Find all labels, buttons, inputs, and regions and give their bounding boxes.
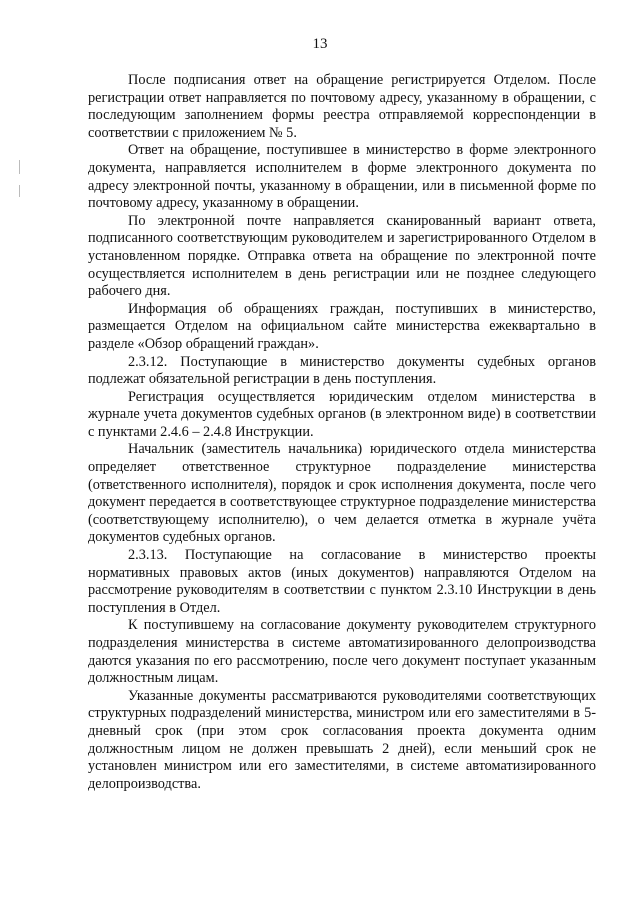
document-body	[88, 72, 596, 793]
page-number: 13	[312, 36, 328, 52]
paragraph: К поступившему на согласование документу руководителем структурного подразделения министерства в системе автоматизированного делопроизводства даются указания по его рассмотрению, после чего документ поступает указанным должностным лицам.	[88, 617, 596, 687]
scan-margin-mark	[19, 160, 20, 174]
paragraph: 2.3.13. Поступающие на согласование в министерство проекты нормативных правовых актов (иных документов) направляются Отделом на рассмотрение руководителям в соответствии с пунктом 2.3.10 Инструкции в день поступления в Отдел.	[88, 547, 596, 616]
paragraph: Информация об обращениях граждан, поступивших в министерство, размещается Отделом на официальном сайте министерства ежеквартально в разделе «Обзор обращений граждан».	[88, 300, 596, 352]
scan-margin-mark	[19, 185, 20, 197]
paragraph: 2.3.12. Поступающие в министерство документы судебных органов подлежат обязательной регистрации в день поступления.	[88, 353, 596, 388]
paragraph: Начальник (заместитель начальника) юридического отдела министерства определяет ответственное структурное подразделение министерства (ответственного исполнителя), порядок и срок исполнения документа, после чего документ передается в соответствующее структурное подразделение министерства (соответствующему исполнителю), о чем делается отметка в журнале учёта документов судебных органов.	[88, 441, 596, 546]
paragraph: Ответ на обращение, поступившее в министерство в форме электронного документа, направляется исполнителем в форме электронного документа по адресу электронной почты, указанному в обращении, или в письменной форме по почтовому адресу, указанному в обращении.	[88, 142, 596, 212]
paragraph: Указанные документы рассматриваются руководителями соответствующих структурных подразделений министерства, министром или его заместителями в 5-дневный срок (при этом срок согласования проекта документа одним должностным лицом не должен превышать 2 дней), если меньший срок не установлен министром или его заместителями, в системе автоматизированного делопроизводства.	[88, 687, 596, 792]
paragraph: По электронной почте направляется сканированный вариант ответа, подписанного соответствующим руководителем и зарегистрированного Отделом в установленном порядке. Отправка ответа на обращение по электронной почте осуществляется исполнителем в день регистрации или не позднее следующего рабочего дня.	[88, 212, 596, 300]
paragraph: Регистрация осуществляется юридическим отделом министерства в журнале учета документов судебных органов (в электронном виде) в соответствии с пунктами 2.4.6 – 2.4.8 Инструкции.	[88, 388, 596, 440]
paragraph: После подписания ответ на обращение регистрируется Отделом. После регистрации ответ направляется по почтовому адресу, указанному в обращении, с последующим заполнением формы реестра отправляемой корреспонденции в соответствии с приложением № 5.	[88, 72, 596, 141]
